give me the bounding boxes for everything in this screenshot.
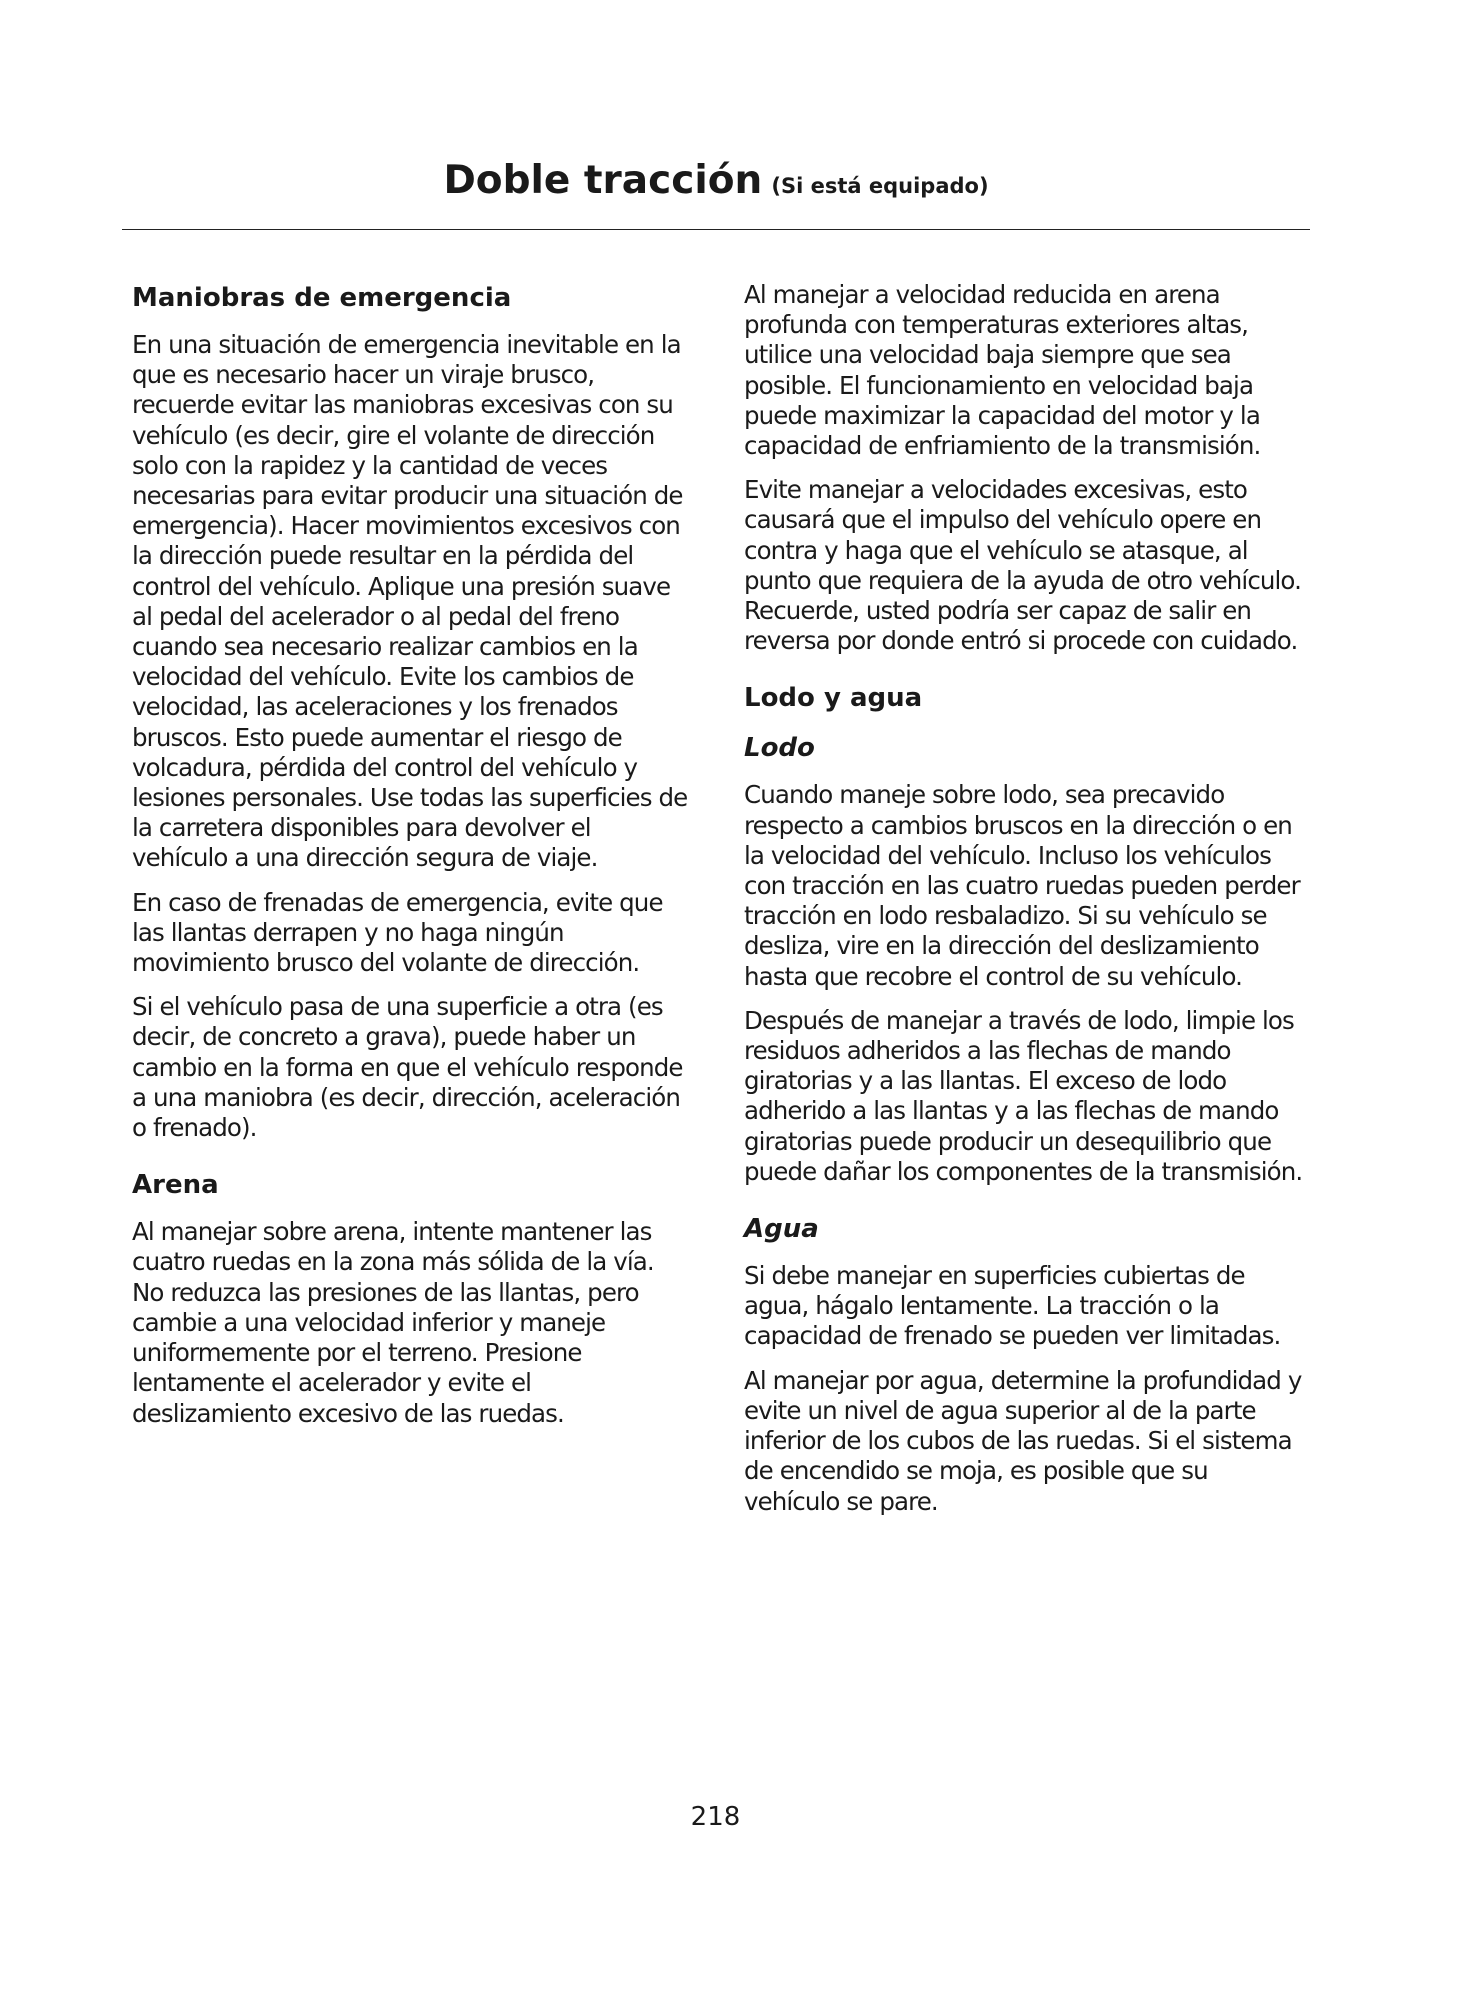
paragraph: En una situación de emergencia inevitable en la que es necesario hacer un viraje brusco, recuerde evitar las maniobras excesivas con su vehículo (es decir, gire el volante de dirección solo con la rapidez y la cantidad de veces necesarias para evitar producir una situación de emergencia). Hacer movimientos excesivos con la dirección puede resultar en la pérdida del control del vehículo. Aplique una presión suave al pedal del acelerador o al pedal del freno cuando sea necesario realizar cambios en la velocidad del vehículo. Evite los cambios de velocidad, las aceleraciones y los frenados bruscos. Esto puede aumentar el riesgo de volcadura, pérdida del control del vehículo y lesiones personales. Use todas las superficies de la carretera disponibles para devolver el vehículo a una dirección segura de viaje. — [132, 330, 688, 873]
page-subtitle: (Si está equipado) — [771, 174, 989, 198]
header-divider — [122, 229, 1310, 230]
paragraph: Si debe manejar en superficies cubiertas de agua, hágalo lentamente. La tracción o la capacidad de frenado se pueden ver limitadas. — [744, 1261, 1281, 1351]
paragraph: Cuando maneje sobre lodo, sea precavido respecto a cambios bruscos en la dirección o en la velocidad del vehículo. Incluso los vehículos con tracción en las cuatro ruedas pueden perder tracción en lodo resbaladizo. Si su vehículo se desliza, vire en la dirección del deslizamiento hasta que recobre el control de su vehículo. — [744, 780, 1300, 991]
paragraph: Al manejar a velocidad reducida en arena profunda con temperaturas exteriores altas, utilice una velocidad baja siempre que sea posible. El funcionamiento en velocidad baja puede maximizar la capacidad del motor y la capacidad de enfriamiento de la transmisión. — [744, 280, 1261, 461]
paragraph: Al manejar sobre arena, intente mantener las cuatro ruedas en la zona más sólida de la vía. No reduzca las presiones de las llantas, pero cambie a una velocidad inferior y maneje uniformemente por el terreno. Presione lentamente el acelerador y evite el deslizamiento excesivo de las ruedas. — [132, 1217, 654, 1428]
right-column — [744, 280, 1310, 1531]
left-column — [132, 280, 692, 1443]
paragraph: En caso de frenadas de emergencia, evite que las llantas derrapen y no haga ningún movimiento brusco del volante de dirección. — [132, 887, 663, 978]
paragraph: Evite manejar a velocidades excesivas, esto causará que el impulso del vehículo opere en contra y haga que el vehículo se atasque, al punto que requiera de la ayuda de otro vehículo. Recuerde, usted podría ser capaz de salir en reversa por donde entró si procede con cuidado. — [744, 475, 1301, 656]
paragraph: Después de manejar a través de lodo, limpie los residuos adheridos a las flechas de mando giratorias y a las llantas. El exceso de lodo adherido a las llantas y a las flechas de mando giratorias puede producir un desequilibrio que puede dañar los componentes de la transmisión. — [744, 1005, 1303, 1186]
page-number: 218 — [690, 1802, 741, 1832]
section-heading-sand: Arena — [132, 1170, 219, 1201]
paragraph: Si el vehículo pasa de una superficie a otra (es decir, de concreto a grava), puede haber un cambio en la forma en que el vehículo responde a una maniobra (es decir, dirección, aceleración o frenado). — [132, 992, 683, 1143]
page-title: Doble tracción — [443, 158, 763, 203]
sub-heading-mud: Lodo — [744, 733, 815, 764]
section-heading-mud-and-water: Lodo y agua — [744, 683, 923, 714]
paragraph: Al manejar por agua, determine la profundidad y evite un nivel de agua superior al de la parte inferior de los cubos de las ruedas. Si el sistema de encendido se moja, es posible que su vehículo se pare. — [744, 1365, 1302, 1516]
section-heading-emergency-maneuvers: Maniobras de emergencia — [132, 283, 512, 313]
page-header — [122, 158, 1310, 203]
sub-heading-water: Agua — [744, 1214, 819, 1245]
